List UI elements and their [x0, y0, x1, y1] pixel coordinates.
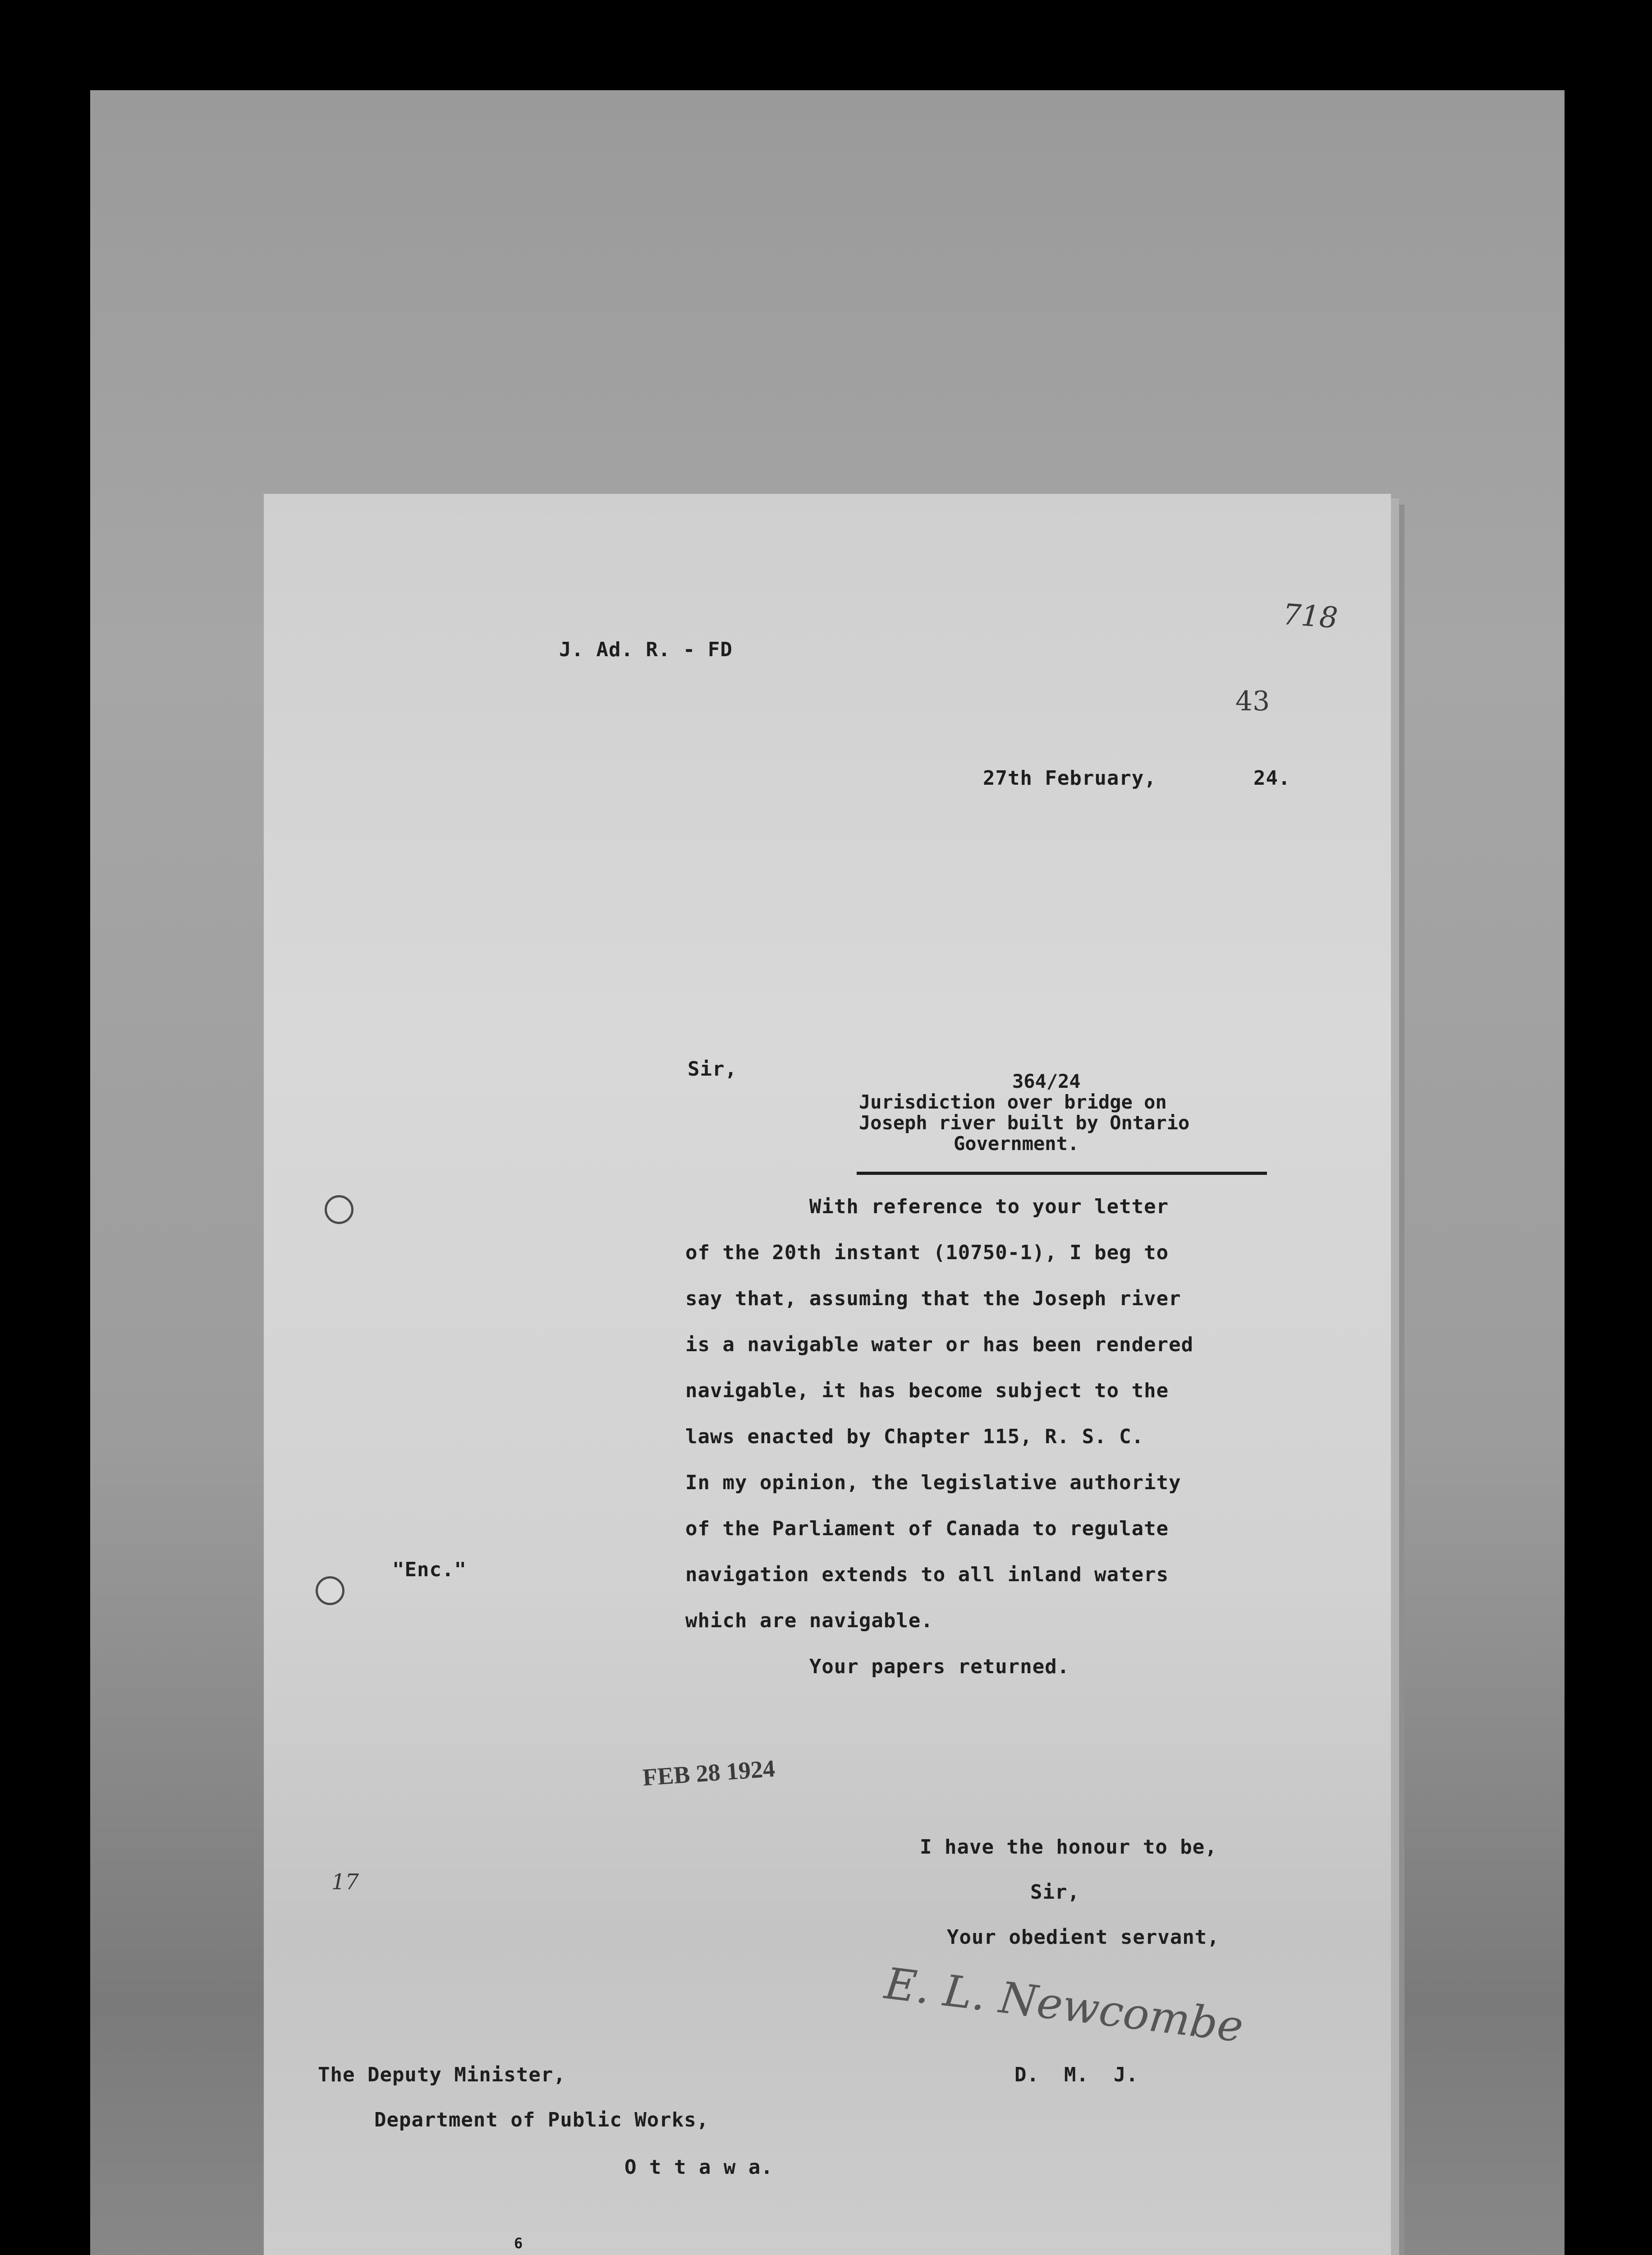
body-line: of the 20th instant (10750-1), I beg to — [685, 1241, 1169, 1264]
margin-pencil-mark: 17 — [331, 1869, 359, 1895]
pencil-folio-number-top: 718 — [1281, 598, 1339, 635]
addressee-line-2: Department of Public Works, — [374, 2108, 709, 2131]
body-line: which are navigable. — [685, 1609, 933, 1632]
addressee-line-1: The Deputy Minister, — [318, 2063, 566, 2086]
body-line: With reference to your letter — [685, 1195, 1169, 1218]
subject-line-3: Government. — [954, 1132, 1079, 1155]
pencil-folio-number: 43 — [1235, 686, 1270, 717]
addressee-line-3: O t t a w a. — [624, 2156, 773, 2179]
body-line: of the Parliament of Canada to regulate — [685, 1517, 1169, 1540]
subject-block — [859, 1071, 1189, 1154]
signature-stamp: E. L. Newcombe — [882, 1958, 1246, 2053]
body-line: say that, assuming that the Joseph river — [685, 1287, 1181, 1310]
letter-body — [685, 1195, 1193, 1701]
date-year: 24. — [1253, 767, 1291, 790]
date-day-month: 27th February, — [983, 767, 1156, 790]
subject-file-number: 364/24 — [1012, 1070, 1081, 1092]
enclosure-note: "Enc." — [392, 1558, 467, 1581]
salutation: Sir, — [688, 1058, 737, 1081]
closing-line-2: Sir, — [1030, 1881, 1080, 1904]
body-line: is a navigable water or has been rendered — [685, 1333, 1194, 1356]
punch-hole — [325, 1195, 353, 1224]
body-line: navigation extends to all inland waters — [685, 1563, 1169, 1586]
body-line: In my opinion, the legislative authority — [685, 1471, 1181, 1494]
punch-hole — [316, 1576, 344, 1605]
body-line: navigable, it has become subject to the — [685, 1379, 1169, 1402]
signature-title: D. M. J. — [1014, 2063, 1138, 2086]
closing-line-3: Your obedient servant, — [947, 1926, 1220, 1949]
subject-underline — [857, 1172, 1267, 1175]
subject-line-2: Joseph river built by Ontario — [859, 1112, 1190, 1134]
file-reference: J. Ad. R. - FD — [559, 638, 733, 661]
subject-line-1: Jurisdiction over bridge on — [859, 1091, 1167, 1113]
footer-mark: 6 — [514, 2235, 523, 2252]
body-line: Your papers returned. — [685, 1655, 1070, 1678]
body-line: laws enacted by Chapter 115, R. S. C. — [685, 1425, 1144, 1448]
received-date-stamp: FEB 28 1924 — [642, 1754, 776, 1791]
closing-line-1: I have the honour to be, — [920, 1836, 1217, 1859]
